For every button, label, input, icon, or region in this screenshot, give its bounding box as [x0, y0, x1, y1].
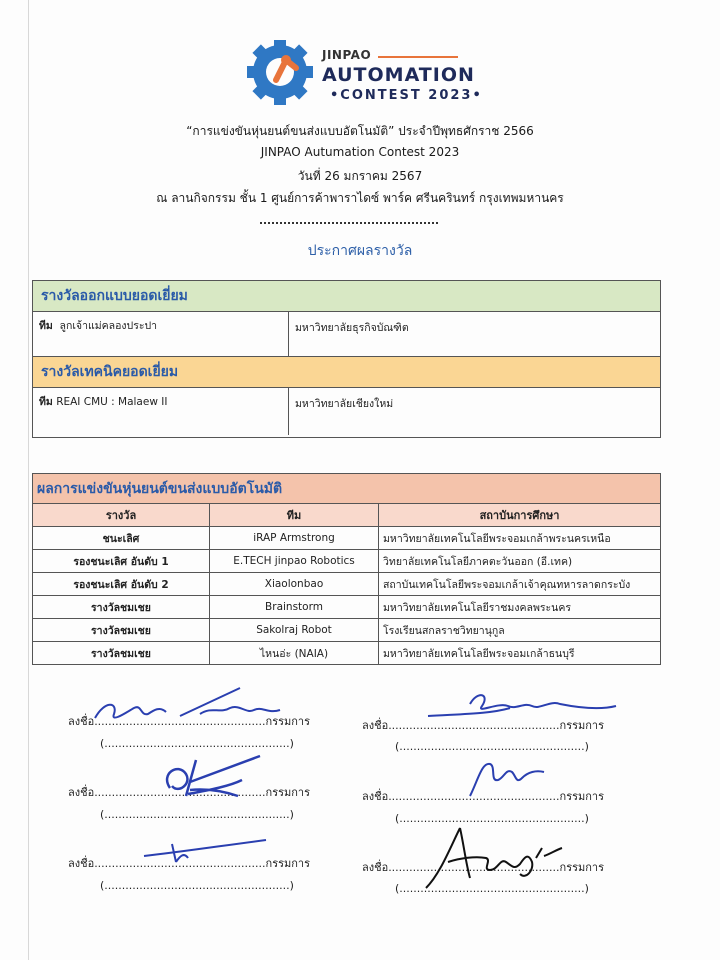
sign-label: ลงชื่อ	[362, 861, 389, 874]
tech-award-team-cell	[33, 388, 289, 435]
signature-line-2: ลงชื่อ.................................................กรรมการ	[362, 719, 605, 732]
name-line-6: (.....................................................)	[395, 882, 589, 895]
handwritten-signature-5	[140, 832, 270, 868]
row-team: Brainstorm	[210, 596, 379, 619]
row-award: รางวัลชมเชย	[33, 619, 210, 642]
row-award: รองชนะเลิศ อันดับ 1	[33, 550, 210, 573]
name-line-5: (.....................................................)	[100, 879, 294, 892]
header-institution: สถาบันการศึกษา	[379, 504, 661, 527]
results-table	[32, 473, 661, 665]
row-award: ชนะเลิศ	[33, 527, 210, 550]
signature-line-3: ลงชื่อ.................................................กรรมการ	[68, 786, 311, 799]
design-award-institution: มหาวิทยาลัยธุรกิจบัณฑิต	[295, 322, 409, 334]
signature-line-1: ลงชื่อ.................................................กรรมการ	[68, 715, 311, 728]
handwritten-signature-2	[420, 684, 620, 724]
row-team: Sakolraj Robot	[210, 619, 379, 642]
row-award: รางวัลชมเชย	[33, 642, 210, 665]
sign-label: ลงชื่อ	[68, 715, 95, 728]
tech-award-team: REAI CMU : Malaew II	[56, 396, 168, 408]
role-label: กรรมการ	[265, 715, 311, 728]
role-label: กรรมการ	[265, 786, 311, 799]
name-line-3: (.....................................................)	[100, 808, 294, 821]
table-row	[33, 550, 661, 573]
sign-label: ลงชื่อ	[362, 790, 389, 803]
header-award: รางวัล	[33, 504, 210, 527]
row-team: ไหนอ่ะ (NAIA)	[210, 642, 379, 665]
row-institution: มหาวิทยาลัยเทคโนโลยีพระจอมเกล้าธนบุรี	[379, 642, 661, 665]
name-line-2: (.....................................................)	[395, 740, 589, 753]
row-team: iRAP Armstrong	[210, 527, 379, 550]
name-line-1: (.....................................................)	[100, 737, 294, 750]
header-line-4: ณ ลานกิจกรรม ชั้น 1 ศูนย์การค้าพาราไดซ์ พาร์ค ศรีนครินทร์ กรุงเทพมหานคร	[156, 191, 564, 205]
row-institution: วิทยาลัยเทคโนโลยีภาคตะวันออก (อี.เทค)	[379, 550, 661, 573]
table-row	[33, 573, 661, 596]
row-institution: มหาวิทยาลัยเทคโนโลยีราชมงคลพระนคร	[379, 596, 661, 619]
table-row	[33, 527, 661, 550]
sign-label: ลงชื่อ	[68, 786, 95, 799]
row-institution: มหาวิทยาลัยเทคโนโลยีพระจอมเกล้าพระนครเหนือ	[379, 527, 661, 550]
header-line-1: “การแข่งขันหุ่นยนต์ขนส่งแบบอัตโนมัติ” ประจำปีพุทธศักราช 2566	[186, 124, 534, 138]
role-label: กรรมการ	[559, 861, 605, 874]
row-institution: สถาบันเทคโนโลยีพระจอมเกล้าเจ้าคุณทหารลาดกระบัง	[379, 573, 661, 596]
logo-brand: JINPAO	[322, 48, 372, 62]
row-award: รางวัลชมเชย	[33, 596, 210, 619]
role-label: กรรมการ	[265, 857, 311, 870]
design-award-team-cell	[33, 312, 289, 359]
role-label: กรรมการ	[559, 790, 605, 803]
design-award-row	[33, 312, 660, 359]
logo-automation: AUTOMATION	[322, 64, 475, 86]
header-line-2: JINPAO Autumation Contest 2023	[260, 145, 460, 159]
sign-label: ลงชื่อ	[68, 857, 95, 870]
tech-award-row	[33, 388, 660, 435]
design-award-box	[32, 280, 661, 360]
table-row	[33, 642, 661, 665]
design-award-title: รางวัลออกแบบยอดเยี่ยม	[33, 281, 660, 312]
tech-award-box	[32, 356, 661, 438]
row-award: รองชนะเลิศ อันดับ 2	[33, 573, 210, 596]
logo-divider	[378, 56, 458, 58]
team-label: ทีม	[39, 320, 53, 332]
header-team: ทีม	[210, 504, 379, 527]
handwritten-signature-1	[90, 680, 290, 730]
results-header-row	[33, 504, 661, 527]
signature-line-5: ลงชื่อ.................................................กรรมการ	[68, 857, 311, 870]
team-label: ทีม	[39, 396, 53, 408]
handwritten-signature-4	[460, 756, 550, 800]
page-fold-line	[28, 0, 29, 960]
tech-award-title: รางวัลเทคนิคยอดเยี่ยม	[33, 357, 660, 388]
logo-contest-year: •CONTEST 2023•	[330, 88, 483, 103]
results-title: ผลการแข่งขันหุ่นยนต์ขนส่งแบบอัตโนมัติ	[33, 474, 661, 504]
handwritten-signature-6	[420, 818, 570, 893]
sign-label: ลงชื่อ	[362, 719, 389, 732]
signature-line-6: ลงชื่อ.................................................กรรมการ	[362, 861, 605, 874]
row-team: Xiaolonbao	[210, 573, 379, 596]
row-team: E.TECH jinpao Robotics	[210, 550, 379, 573]
design-award-team: ลูกเจ้าแม่คลองประปา	[59, 320, 158, 332]
signature-line-4: ลงชื่อ.................................................กรรมการ	[362, 790, 605, 803]
row-institution: โรงเรียนสกลราชวิทยานุกูล	[379, 619, 661, 642]
dotted-divider	[260, 222, 438, 224]
name-line-4: (.....................................................)	[395, 812, 589, 825]
table-row	[33, 619, 661, 642]
table-row	[33, 596, 661, 619]
header-line-3: วันที่ 26 มกราคม 2567	[297, 169, 423, 183]
handwritten-signature-3	[150, 754, 270, 806]
role-label: กรรมการ	[559, 719, 605, 732]
tech-award-institution: มหาวิทยาลัยเชียงใหม่	[295, 398, 394, 410]
announce-title: ประกาศผลรางวัล	[307, 243, 413, 259]
results-title-row	[33, 474, 661, 504]
